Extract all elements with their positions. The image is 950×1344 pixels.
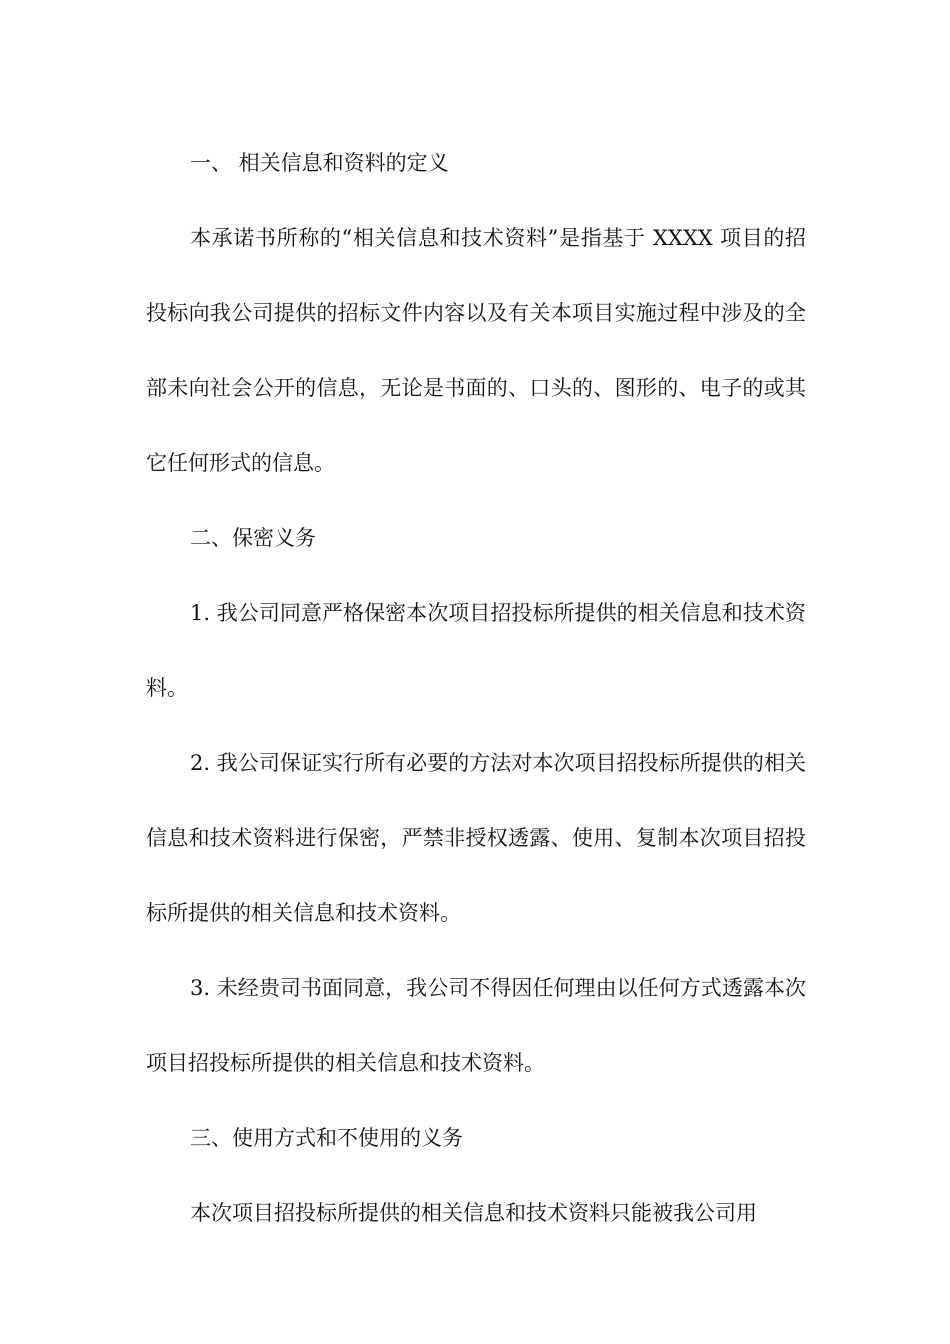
clause-1: 1. 我公司同意严格保密本次项目招投标所提供的相关信息和技术资料。 bbox=[146, 601, 806, 700]
section-heading-usage: 三、使用方式和不使用的义务 bbox=[190, 1126, 463, 1150]
clause-2: 2. 我公司保证实行所有必要的方法对本次项目招投标所提供的相关信息和技术资料进行保密，严禁非授权透露、使用、复制本次项目招投标所提供的相关信息和技术资料。 bbox=[146, 751, 806, 925]
paragraph-usage: 本次项目招投标所提供的相关信息和技术资料只能被我公司用 bbox=[190, 1201, 757, 1225]
document-body bbox=[146, 126, 806, 1251]
section-heading-confidentiality: 二、保密义务 bbox=[190, 526, 316, 550]
section-heading-definition: 一、 相关信息和资料的定义 bbox=[190, 151, 449, 175]
clause-3: 3. 未经贵司书面同意，我公司不得因任何理由以任何方式透露本次项目招投标所提供的相关信息和技术资料。 bbox=[146, 976, 806, 1075]
paragraph-definition: 本承诺书所称的“相关信息和技术资料”是指基于 XXXX 项目的招投标向我公司提供的招标文件内容以及有关本项目实施过程中涉及的全部未向社会公开的信息，无论是书面的、口头的、图形的、电子的或其它任何形式的信息。 bbox=[146, 226, 806, 475]
